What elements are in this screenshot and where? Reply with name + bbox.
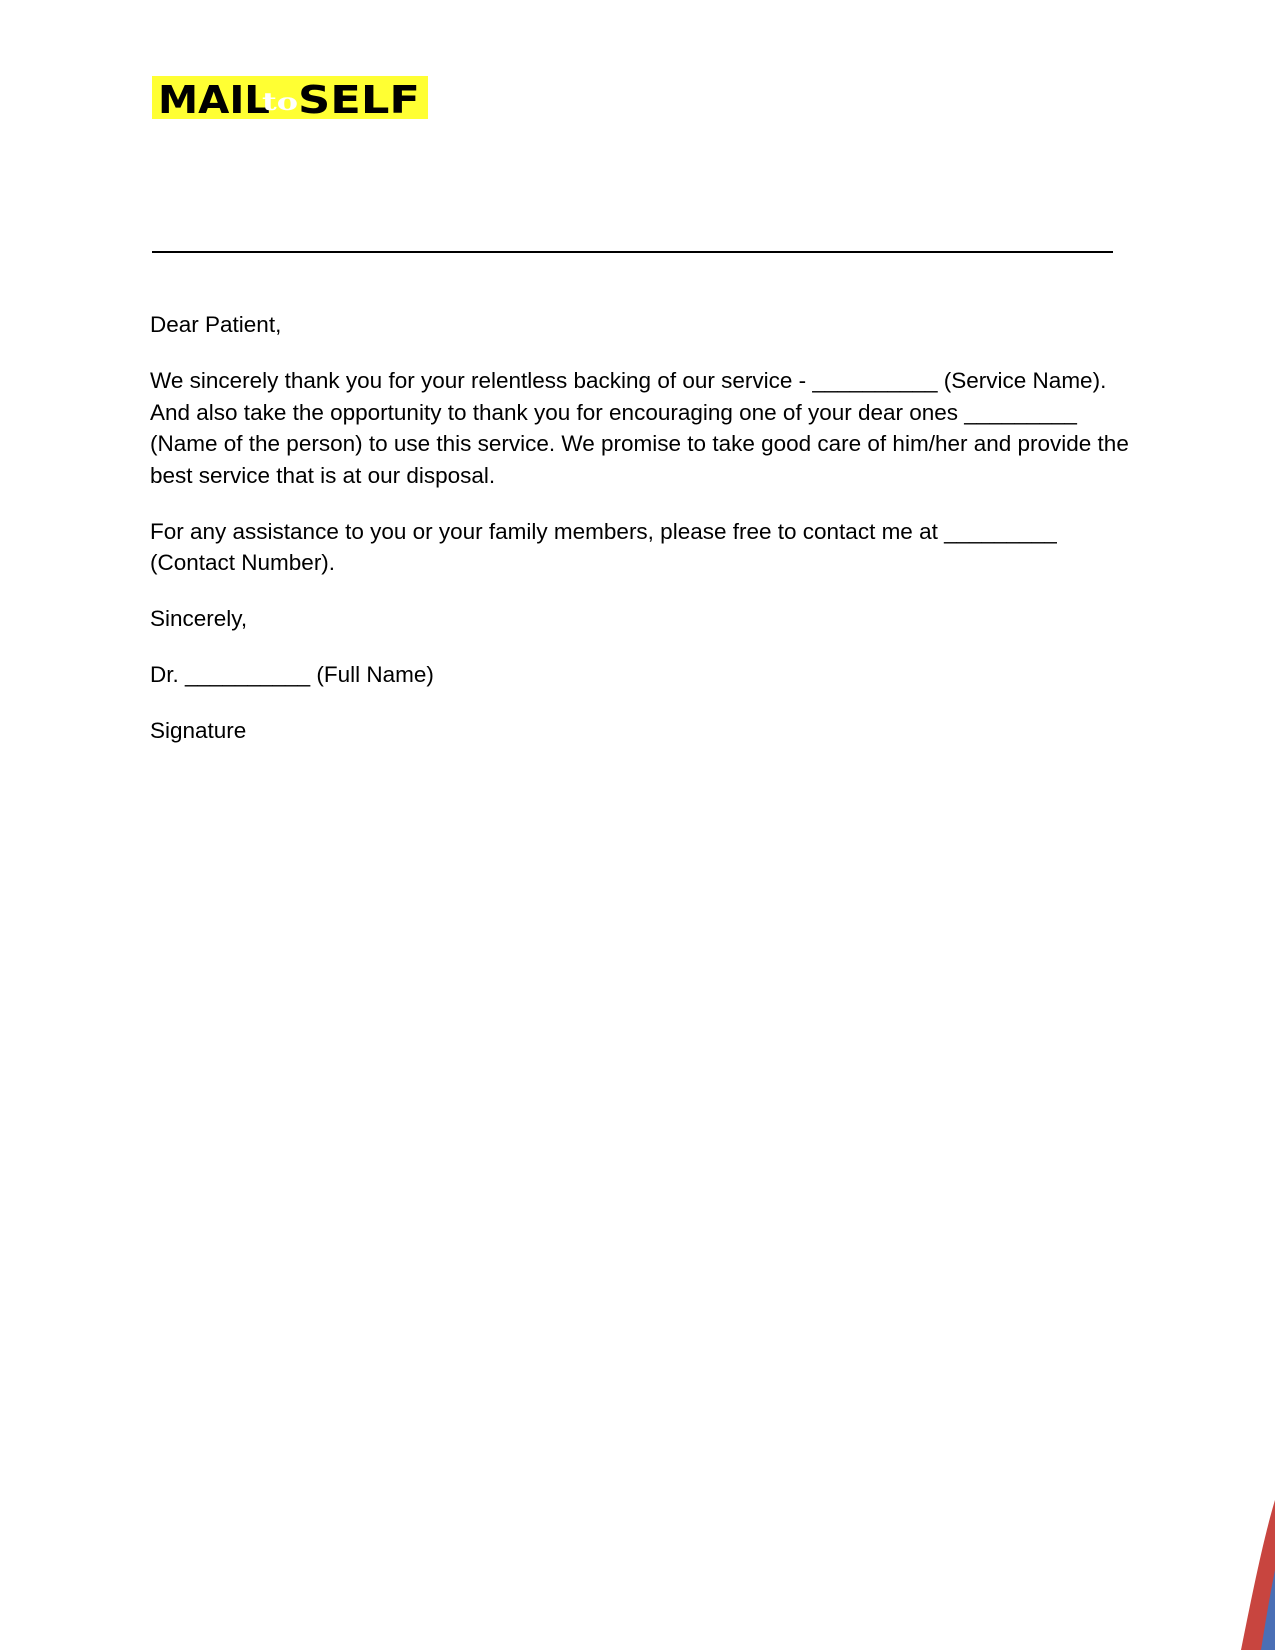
person-name-blank: _________ xyxy=(964,399,1077,425)
service-name-blank: __________ xyxy=(812,368,938,393)
paragraph-contact-text-1: For any assistance to you or your family members, please free to contact me at xyxy=(150,518,945,544)
greeting: Dear Patient, xyxy=(150,312,282,337)
doctor-prefix: Dr. xyxy=(150,662,186,687)
paragraph-contact xyxy=(150,516,1130,579)
letter-body xyxy=(150,309,1130,771)
corner-decoration xyxy=(1215,1500,1275,1650)
paragraph-thanks-text-1: We sincerely thank you for your relentless backing of our service - xyxy=(150,368,813,393)
logo-text-to: to xyxy=(262,87,298,116)
full-name-blank: __________ xyxy=(185,662,311,687)
logo-text-self: SELF xyxy=(298,78,420,119)
full-name-label: (Full Name) xyxy=(310,662,434,687)
signature-label: Signature xyxy=(150,718,247,743)
logo-wordmark xyxy=(152,76,428,119)
header-divider xyxy=(152,251,1113,253)
paragraph-thanks-text-3: (Name of the person) to use this service. We promise to take good care of him/her and provide the best service that is at our disposal. xyxy=(150,431,1129,488)
doctor-name-line xyxy=(150,659,1130,691)
contact-number-blank: _________ xyxy=(944,518,1057,544)
mail-to-self-logo xyxy=(152,76,428,119)
paragraph-thanks xyxy=(150,365,1130,491)
logo-text-mail: MAIL xyxy=(158,78,270,119)
closing: Sincerely, xyxy=(150,606,248,631)
paragraph-thanks-text-2: (Service Name). And also take the opportunity to thank you for encouraging one of your dear ones xyxy=(150,368,1107,425)
paragraph-contact-text-2: (Contact Number). xyxy=(150,550,336,575)
